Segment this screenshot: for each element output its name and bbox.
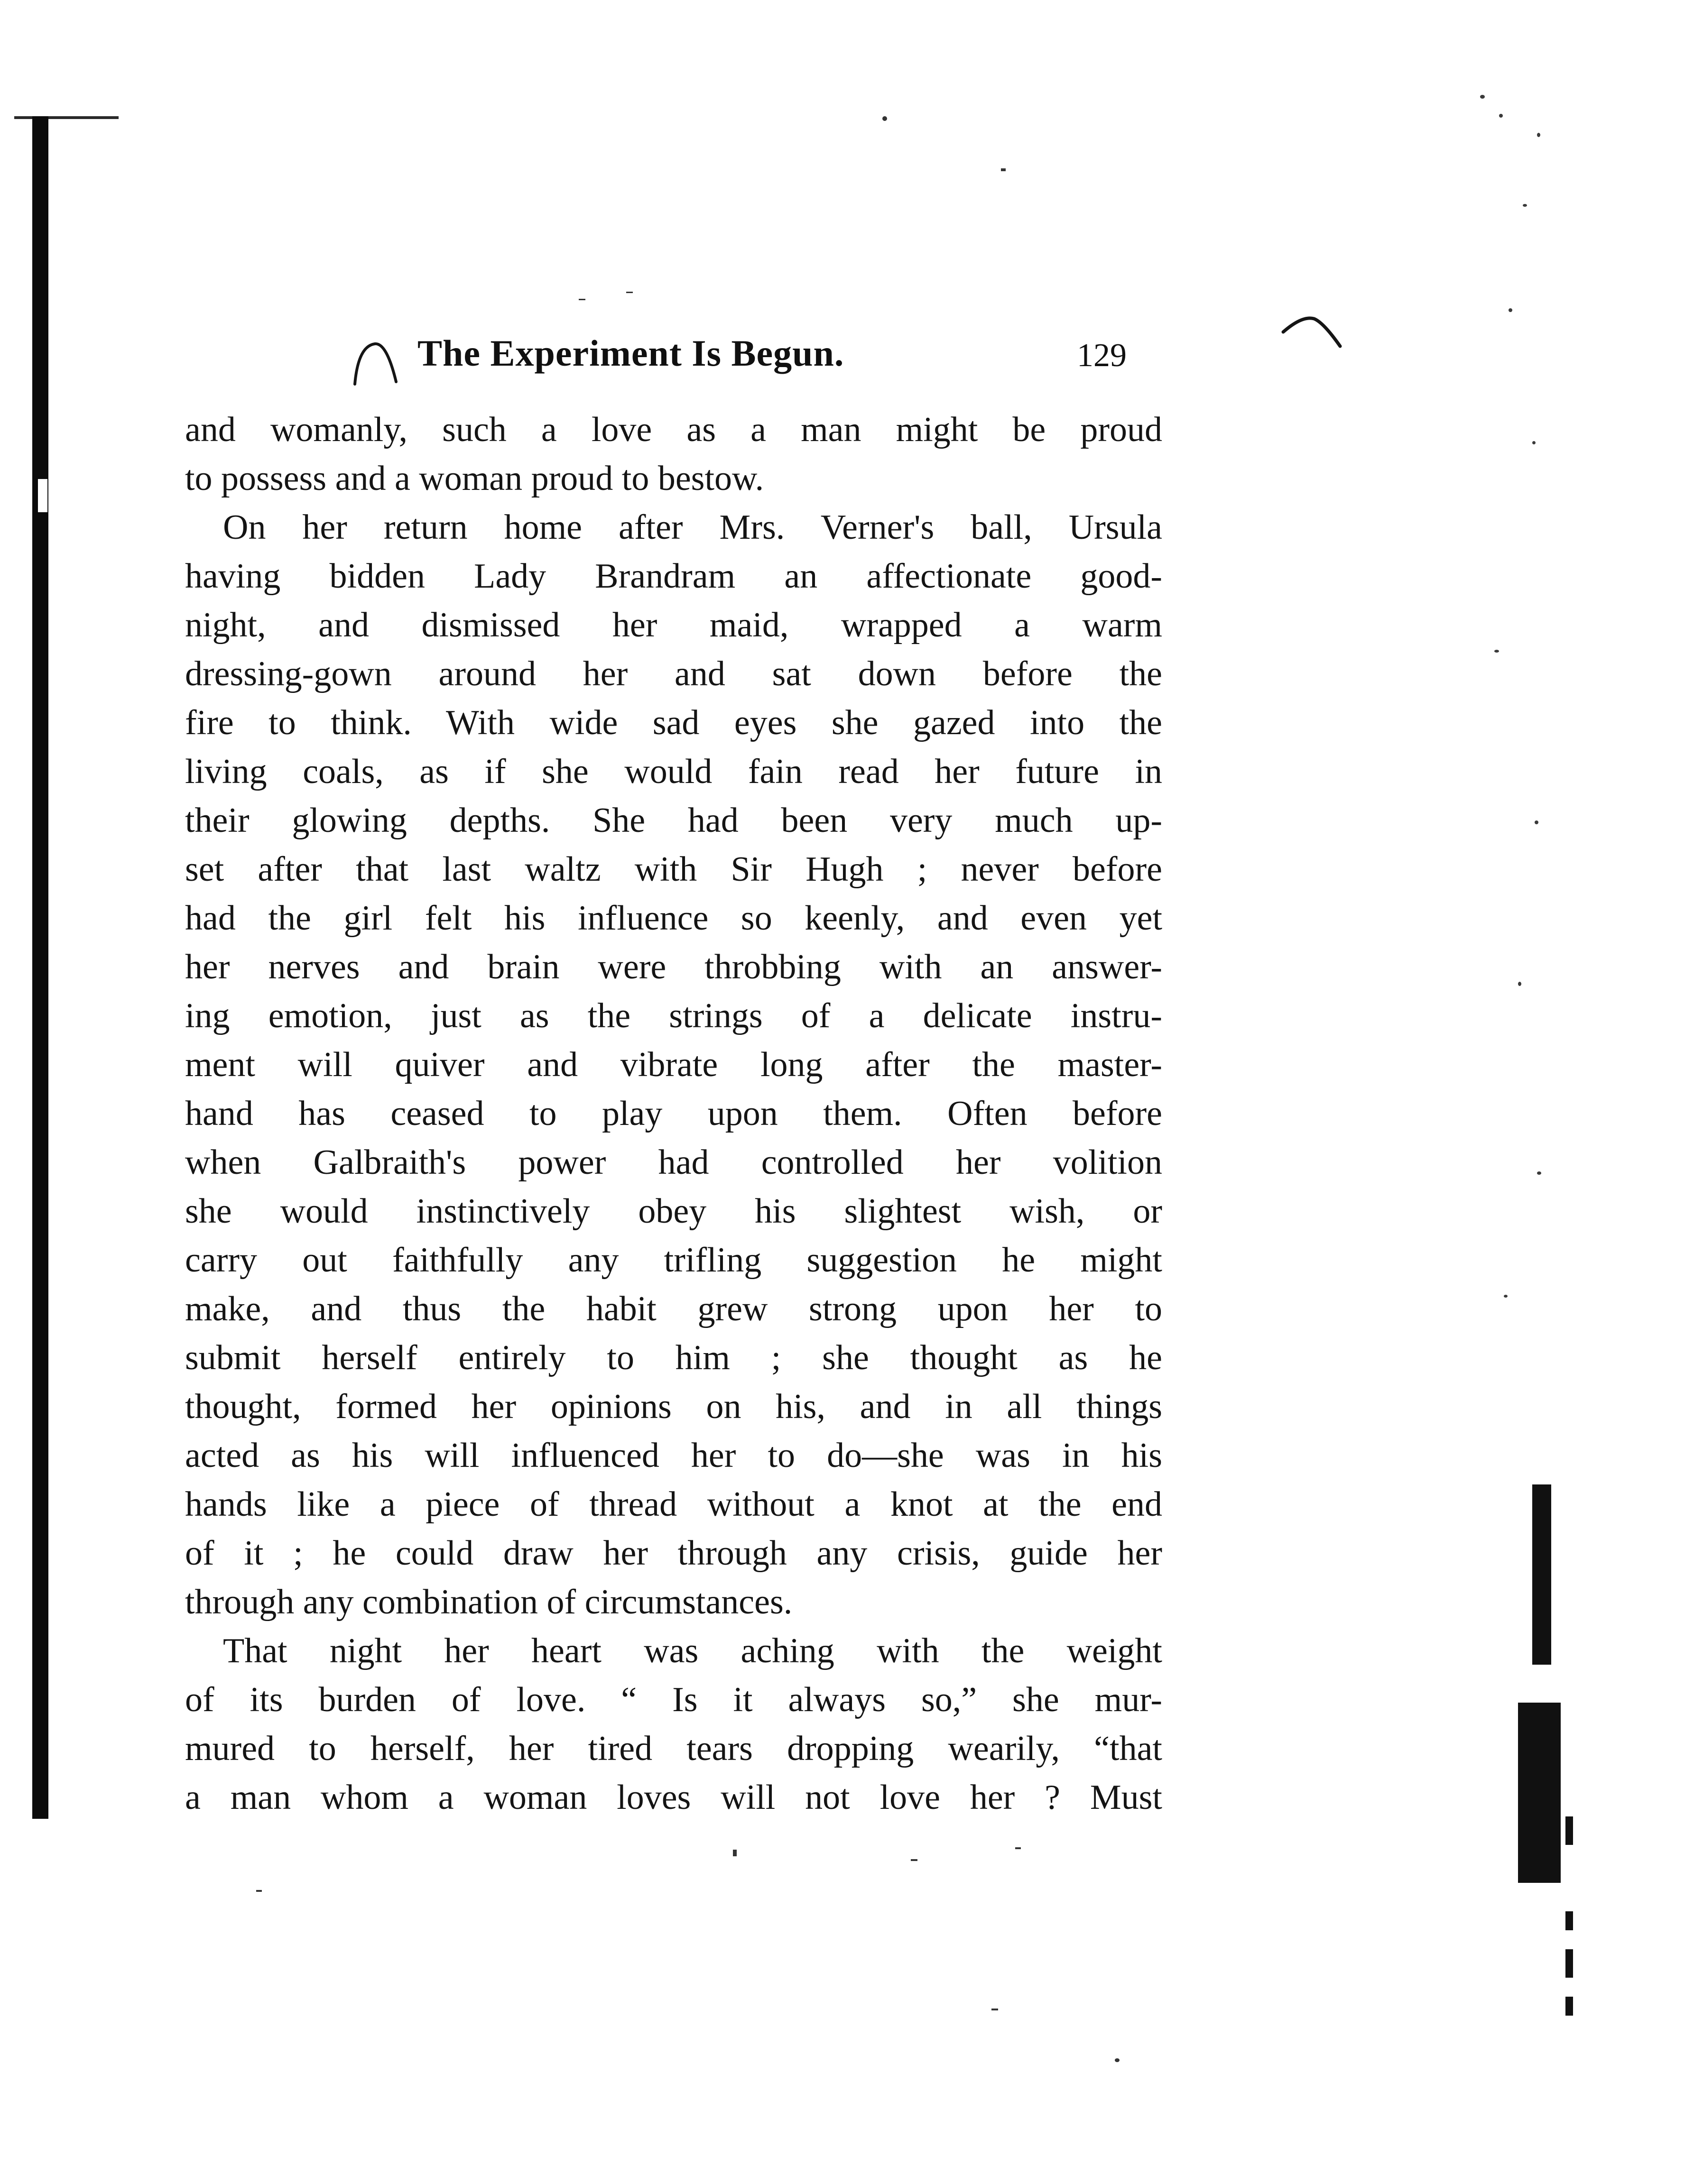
text-line: ment will quiver and vibrate long after the master- xyxy=(185,1045,1162,1084)
text-line: make, and thus the habit grew strong upon her to xyxy=(185,1290,1162,1328)
text-line: night, and dismissed her maid, wrapped a warm xyxy=(185,606,1162,645)
text-line: through any combination of circumstances. xyxy=(185,1583,793,1622)
edge-speck xyxy=(1509,308,1512,312)
text-line: submit herself entirely to him ; she thought as he xyxy=(185,1338,1162,1377)
edge-shadow xyxy=(1518,1703,1561,1883)
body-text xyxy=(185,405,1162,1822)
edge-speck xyxy=(1537,1171,1541,1175)
text-line: mured to herself, her tired tears dropping wearily, “that xyxy=(185,1729,1162,1768)
chapter-title: The Experiment Is Begun. xyxy=(417,332,844,374)
edge-speck xyxy=(1504,1295,1508,1298)
scan-speck xyxy=(882,116,887,121)
scan-speck xyxy=(256,1890,262,1892)
text-line: living coals, as if she would fain read her future in xyxy=(185,752,1162,791)
text-line: a man whom a woman loves will not love her ? Must xyxy=(185,1778,1162,1817)
scan-right-edge-noise xyxy=(1466,81,1575,2073)
text-line: fire to think. With wide sad eyes she gazed into the xyxy=(185,703,1162,742)
pencil-hook-mark-icon xyxy=(1281,313,1342,351)
text-line: and womanly, such a love as a man might be proud xyxy=(185,410,1162,449)
scan-binding-shadow xyxy=(32,116,48,1819)
text-line: ing emotion, just as the strings of a delicate instru- xyxy=(185,996,1162,1035)
edge-speck xyxy=(1523,204,1527,207)
edge-speck xyxy=(1535,820,1538,824)
edge-speck xyxy=(1518,982,1521,986)
text-line: thought, formed her opinions on his, and in all things xyxy=(185,1387,1162,1426)
edge-shadow xyxy=(1532,1484,1551,1665)
scan-speck xyxy=(626,292,633,293)
scan-speck xyxy=(911,1859,917,1861)
edge-shadow xyxy=(1565,1911,1573,1930)
scan-speck xyxy=(1115,2058,1120,2062)
text-line: acted as his will influenced her to do—she was in his xyxy=(185,1436,1162,1475)
text-line: set after that last waltz with Sir Hugh ; never before xyxy=(185,850,1162,889)
scan-speck xyxy=(579,299,585,300)
text-line: to possess and a woman proud to bestow. xyxy=(185,459,764,498)
edge-speck xyxy=(1532,441,1536,444)
text-line: hand has ceased to play upon them. Often before xyxy=(185,1094,1162,1133)
edge-speck xyxy=(1499,114,1503,118)
scan-speck xyxy=(1001,168,1006,171)
page-number: 129 xyxy=(1077,337,1127,374)
edge-shadow xyxy=(1565,1816,1573,1845)
edge-shadow xyxy=(1565,1949,1573,1978)
text-line: That night her heart was aching with the weight xyxy=(223,1631,1162,1670)
edge-speck xyxy=(1537,133,1540,137)
scan-top-rule xyxy=(14,116,119,119)
running-head xyxy=(351,332,1157,384)
text-line: of it ; he could draw her through any crisis, guide her xyxy=(185,1534,1162,1573)
text-line: her nerves and brain were throbbing with an answer- xyxy=(185,948,1162,986)
scan-speck xyxy=(991,2009,998,2010)
text-line: when Galbraith's power had controlled her volition xyxy=(185,1143,1162,1182)
text-line: dressing-gown around her and sat down before the xyxy=(185,654,1162,693)
text-line: On her return home after Mrs. Verner's ball, Ursula xyxy=(223,508,1162,547)
edge-speck xyxy=(1480,95,1485,99)
edge-speck xyxy=(1494,650,1499,653)
hand-drawn-arc-icon xyxy=(351,337,403,389)
text-line: she would instinctively obey his slightest wish, or xyxy=(185,1192,1162,1231)
scan-speck xyxy=(1015,1847,1021,1849)
text-line: hands like a piece of thread without a knot at the end xyxy=(185,1485,1162,1524)
text-line: having bidden Lady Brandram an affectionate good- xyxy=(185,557,1162,596)
text-line: had the girl felt his influence so keenly, and even yet xyxy=(185,899,1162,938)
scan-binding-notch xyxy=(38,479,47,512)
scan-speck xyxy=(733,1850,737,1856)
edge-shadow xyxy=(1565,1997,1573,2016)
text-line: their glowing depths. She had been very much up- xyxy=(185,801,1162,840)
text-line: carry out faithfully any trifling suggestion he might xyxy=(185,1241,1162,1280)
text-line: of its burden of love. “ Is it always so,” she mur- xyxy=(185,1680,1162,1719)
